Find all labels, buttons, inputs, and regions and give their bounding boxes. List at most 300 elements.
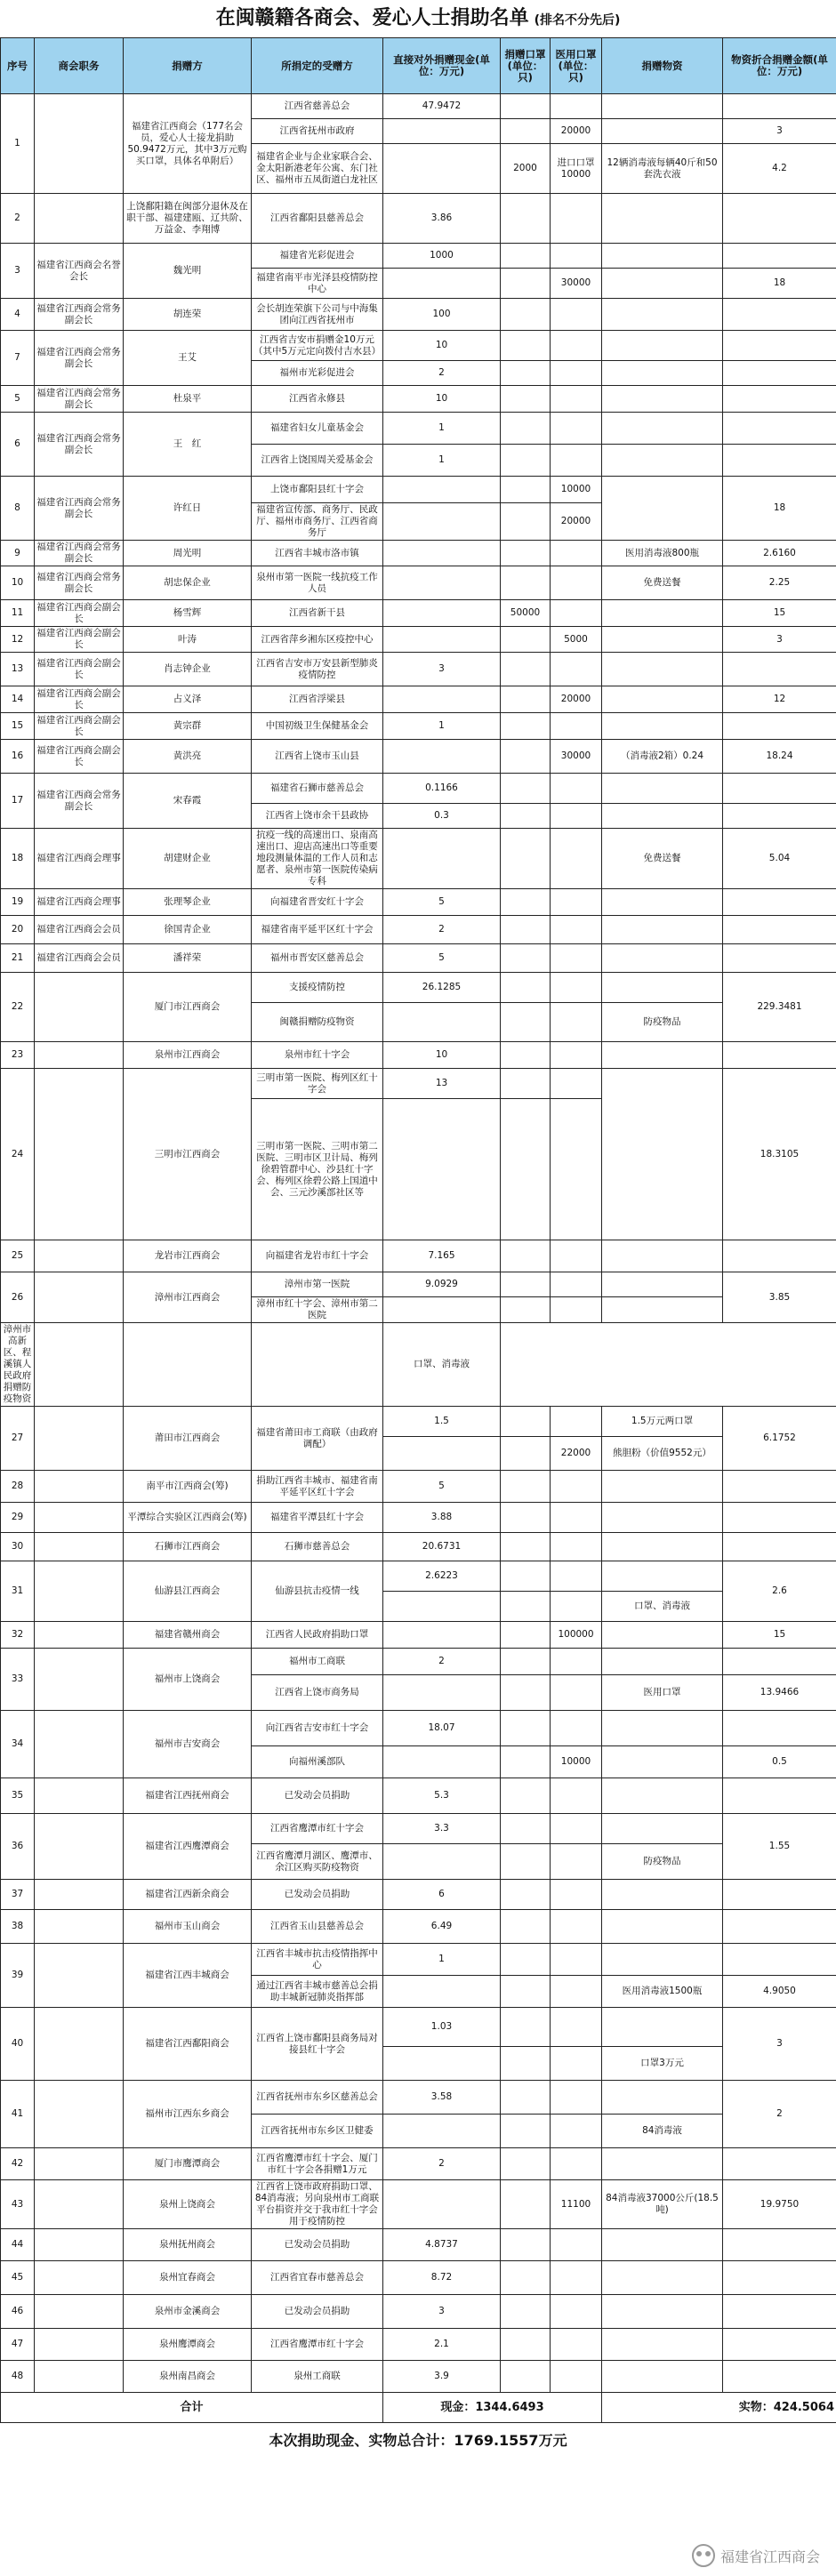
table-cell	[501, 1649, 551, 1675]
table-row	[1, 916, 836, 944]
table-row	[1, 1533, 836, 1561]
table-cell	[602, 1880, 723, 1910]
table-cell: 中国初级卫生保健基金会	[252, 713, 383, 740]
table-row	[1, 2361, 836, 2393]
table-cell: 福建省莆田市工商联（由政府调配）	[252, 1407, 383, 1471]
table-cell: 6	[383, 1880, 501, 1910]
table-cell: 口罩3万元	[602, 2047, 723, 2081]
table-cell: 许红日	[124, 477, 252, 541]
table-cell: 莆田市江西商会	[124, 1407, 252, 1471]
table-cell: 泉州市江西商会	[124, 1042, 252, 1069]
table-cell: 3.9	[383, 2361, 501, 2393]
table-cell: 31	[1, 1561, 35, 1622]
table-cell: 5	[383, 889, 501, 916]
table-body	[1, 94, 836, 2393]
table-cell	[501, 1437, 551, 1471]
table-cell: 泉州工商联	[252, 2361, 383, 2393]
header-index: 序号	[1, 38, 35, 94]
table-cell: 18.07	[383, 1711, 501, 1746]
table-cell	[35, 1711, 124, 1778]
table-cell: 1000	[383, 244, 501, 269]
table-cell	[501, 331, 551, 361]
table-cell	[551, 1533, 602, 1561]
table-cell	[501, 2229, 551, 2261]
table-cell	[124, 1323, 252, 1407]
table-cell: 厦门市鹰潭商会	[124, 2148, 252, 2180]
table-cell: 2	[383, 361, 501, 386]
table-cell	[602, 1778, 723, 1814]
table-cell: 10	[1, 566, 35, 600]
table-cell: 100000	[551, 1622, 602, 1649]
table-row	[1, 1272, 836, 1297]
table-cell	[602, 194, 723, 244]
table-cell: 江西省上饶国周关爱基金会	[252, 445, 383, 477]
table-cell: 4.2	[723, 144, 836, 194]
table-cell	[723, 2361, 836, 2393]
table-cell	[551, 1844, 602, 1880]
table-cell: 10	[383, 331, 501, 361]
table-cell: 27	[1, 1407, 35, 1471]
table-cell: 福建省江西商会常务副会长	[35, 413, 124, 477]
table-cell: 44	[1, 2229, 35, 2261]
table-cell	[551, 973, 602, 1003]
table-cell	[35, 2295, 124, 2329]
table-cell	[551, 2148, 602, 2180]
table-cell: 10	[383, 386, 501, 413]
table-row	[1, 2329, 836, 2361]
table-cell: 已发动会员捐助	[252, 2295, 383, 2329]
table-cell: 江西省萍乡湘东区疫控中心	[252, 627, 383, 653]
table-cell	[501, 1561, 551, 1592]
table-cell	[383, 1976, 501, 2008]
table-cell	[383, 119, 501, 144]
table-cell: 6	[1, 413, 35, 477]
table-cell	[501, 299, 551, 331]
table-cell	[383, 1297, 501, 1323]
table-cell	[35, 1533, 124, 1561]
table-row	[1, 2180, 836, 2229]
table-cell: 江西省抚州市政府	[252, 119, 383, 144]
table-cell: 100	[383, 299, 501, 331]
table-cell: 37	[1, 1880, 35, 1910]
table-cell	[501, 653, 551, 686]
table-cell	[383, 566, 501, 600]
table-cell: 胡建财企业	[124, 829, 252, 889]
table-cell: 三明市江西商会	[124, 1069, 252, 1240]
table-cell	[551, 1910, 602, 1944]
table-cell: 江西省上饶市鄱阳县商务局对接县红十字会	[252, 2008, 383, 2081]
table-cell: 江西省浮梁县	[252, 686, 383, 713]
table-cell: 11	[1, 600, 35, 627]
table-cell	[501, 2115, 551, 2148]
table-cell: 2	[383, 2148, 501, 2180]
table-cell: 42	[1, 2148, 35, 2180]
table-cell: 30	[1, 1533, 35, 1561]
table-cell: 福州市光彩促进会	[252, 361, 383, 386]
table-cell: 石狮市慈善总会	[252, 1533, 383, 1561]
table-cell: 三明市第一医院、梅列区红十字会	[252, 1069, 383, 1099]
table-cell	[551, 944, 602, 973]
table-cell	[723, 1471, 836, 1503]
table-cell	[501, 2008, 551, 2047]
table-row	[1, 1814, 836, 1844]
table-cell: 肖志钟企业	[124, 653, 252, 686]
table-cell: 漳州市江西商会	[124, 1272, 252, 1323]
table-cell	[501, 2261, 551, 2295]
table-cell	[551, 361, 602, 386]
table-cell	[501, 1471, 551, 1503]
table-cell: 福建省企业与企业家联合会、金太阳新港老年公寓、东门社区、福州市五凤街道白龙社区	[252, 144, 383, 194]
table-cell: 4.9050	[723, 1976, 836, 2008]
table-cell: 23	[1, 1042, 35, 1069]
table-cell: 抗疫一线的高速出口、泉南高速出口、迎店高速出口等重要地段测量体温的工作人员和志愿者、泉州市第一医院传染病专科	[252, 829, 383, 889]
table-cell	[383, 144, 501, 194]
table-cell: 口罩、消毒液	[383, 1323, 501, 1407]
table-row	[1, 1069, 836, 1099]
table-cell	[723, 386, 836, 413]
table-cell	[501, 804, 551, 829]
table-cell	[383, 2047, 501, 2081]
table-cell: 福建省妇女儿童基金会	[252, 413, 383, 445]
table-cell: 福建省宣传部、商务厅、民政厅、福州市商务厅、江西省商务厅	[252, 503, 383, 541]
table-cell	[501, 1814, 551, 1844]
table-cell	[35, 1561, 124, 1622]
table-cell	[602, 477, 723, 541]
table-cell: 漳州市高新区、程溪镇人民政府捐赠防疫物资	[1, 1323, 35, 1407]
table-cell: 7.165	[383, 1240, 501, 1272]
table-cell: 石狮市江西商会	[124, 1533, 252, 1561]
title-text: 在闽赣籍各商会、爱心人士捐助名单	[215, 7, 529, 29]
table-cell	[501, 973, 551, 1003]
table-cell: 泉州市金溪商会	[124, 2295, 252, 2329]
table-cell: 福建省江西商会常务副会长	[35, 477, 124, 541]
table-cell	[602, 2229, 723, 2261]
table-cell	[501, 1844, 551, 1880]
table-cell: 5	[383, 944, 501, 973]
table-cell: 1.5	[383, 1407, 501, 1437]
table-cell: 福建省江西商会副会长	[35, 740, 124, 774]
table-cell	[551, 1003, 602, 1042]
table-cell	[383, 1622, 501, 1649]
table-cell: 3.88	[383, 1503, 501, 1533]
table-cell: 1.55	[723, 1814, 836, 1880]
table-cell	[551, 1561, 602, 1592]
table-cell	[602, 600, 723, 627]
table-cell: 13	[1, 653, 35, 686]
wechat-icon	[692, 2544, 715, 2567]
table-cell: 漳州市红十字会、漳州市第二医院	[252, 1297, 383, 1323]
table-cell: 46	[1, 2295, 35, 2329]
total-row	[1, 2393, 836, 2423]
table-cell: 8	[1, 477, 35, 541]
table-cell	[35, 1272, 124, 1323]
table-cell: 福州市晋安区慈善总会	[252, 944, 383, 973]
table-row	[1, 944, 836, 973]
table-cell: 支援疫情防控	[252, 973, 383, 1003]
table-cell	[501, 627, 551, 653]
table-cell	[35, 2361, 124, 2393]
table-row	[1, 299, 836, 331]
table-row	[1, 413, 836, 445]
table-cell: 平潭综合实验区江西商会(筹)	[124, 1503, 252, 1533]
table-cell: 江西省慈善总会	[252, 94, 383, 119]
table-cell: 南平市江西商会(筹)	[124, 1471, 252, 1503]
table-cell	[383, 1675, 501, 1711]
table-cell: 泉州鹰潭商会	[124, 2329, 252, 2361]
table-row	[1, 2081, 836, 2115]
table-cell	[383, 740, 501, 774]
table-cell: 5.04	[723, 829, 836, 889]
table-cell	[501, 1675, 551, 1711]
table-cell	[723, 2329, 836, 2361]
table-cell: 福建省江西鄱阳商会	[124, 2008, 252, 2081]
table-cell	[501, 1003, 551, 1042]
table-cell	[551, 1880, 602, 1910]
table-cell	[723, 653, 836, 686]
table-cell	[35, 1910, 124, 1944]
table-row	[1, 566, 836, 600]
table-cell: 2	[383, 916, 501, 944]
table-cell: 福建省江西商会副会长	[35, 600, 124, 627]
table-cell: 福建省江西商会常务副会长	[35, 541, 124, 566]
table-cell	[551, 653, 602, 686]
table-cell: 福建省南平市光泽县疫情防控中心	[252, 269, 383, 299]
table-row	[1, 1649, 836, 1675]
table-cell	[501, 2180, 551, 2229]
table-row	[1, 653, 836, 686]
table-cell	[383, 600, 501, 627]
donation-table	[0, 37, 836, 2423]
table-cell: 会长胡连荣旗下公司与中海集团向江西省抚州市	[252, 299, 383, 331]
table-cell: 24	[1, 1069, 35, 1240]
table-cell	[501, 944, 551, 973]
table-cell	[35, 1649, 124, 1711]
table-cell	[501, 1069, 551, 1099]
table-cell: 2.6223	[383, 1561, 501, 1592]
table-cell	[501, 2361, 551, 2393]
table-cell	[723, 413, 836, 445]
table-cell: 徐国青企业	[124, 916, 252, 944]
table-cell: 6.49	[383, 1910, 501, 1944]
table-cell: 已发动会员捐助	[252, 2229, 383, 2261]
table-cell: 3	[383, 2295, 501, 2329]
table-cell	[723, 331, 836, 361]
table-cell	[551, 1471, 602, 1503]
table-cell	[35, 2180, 124, 2229]
table-cell	[501, 1976, 551, 2008]
table-row	[1, 1471, 836, 1503]
table-cell	[551, 1778, 602, 1814]
table-cell: 2	[723, 2081, 836, 2148]
table-cell	[602, 244, 723, 269]
watermark	[692, 2544, 820, 2567]
table-cell	[383, 2180, 501, 2229]
table-cell	[723, 1533, 836, 1561]
table-cell	[602, 445, 723, 477]
table-cell	[602, 686, 723, 713]
table-cell: 20.6731	[383, 1533, 501, 1561]
table-row	[1, 2229, 836, 2261]
table-cell	[35, 194, 124, 244]
table-cell: 闽赣捐赠防疫物资	[252, 1003, 383, 1042]
table-cell: 2.6	[723, 1561, 836, 1622]
table-cell	[551, 1814, 602, 1844]
table-cell: 仙游县抗击疫情一线	[252, 1561, 383, 1622]
table-cell	[501, 1099, 551, 1240]
table-cell	[501, 194, 551, 244]
table-cell	[551, 1272, 602, 1297]
table-cell: 江西省抚州市东乡区慈善总会	[252, 2081, 383, 2115]
table-cell	[602, 1471, 723, 1503]
table-cell	[501, 1880, 551, 1910]
table-cell	[602, 386, 723, 413]
table-cell	[551, 541, 602, 566]
table-cell: 5	[1, 386, 35, 413]
table-cell: 84消毒液37000公斤(18.5吨)	[602, 2180, 723, 2229]
table-cell: 江西省丰城市抗击疫情指挥中心	[252, 1944, 383, 1976]
table-cell: 福建省江西商会名誉会长	[35, 244, 124, 299]
table-cell: 26.1285	[383, 973, 501, 1003]
table-cell: 18	[1, 829, 35, 889]
table-cell	[551, 1592, 602, 1622]
table-cell: 0.3	[383, 804, 501, 829]
table-cell: 2.1	[383, 2329, 501, 2361]
table-cell	[501, 1592, 551, 1622]
table-cell	[551, 829, 602, 889]
table-row	[1, 973, 836, 1003]
table-cell	[602, 331, 723, 361]
table-cell	[383, 541, 501, 566]
table-cell: 28	[1, 1471, 35, 1503]
table-cell	[35, 94, 124, 194]
table-row	[1, 686, 836, 713]
table-cell: 王艾	[124, 331, 252, 386]
table-cell: 江西省新干县	[252, 600, 383, 627]
table-cell	[602, 1297, 723, 1323]
table-cell: 福建省平潭县红十字会	[252, 1503, 383, 1533]
table-cell: 福建省江西商会常务副会长	[35, 774, 124, 829]
table-cell: 防疫物品	[602, 1844, 723, 1880]
table-cell: 50000	[501, 600, 551, 627]
table-cell: 1	[383, 413, 501, 445]
table-cell	[383, 2115, 501, 2148]
page-title	[0, 0, 836, 37]
table-cell: 熊胆粉（价值9552元）	[602, 1437, 723, 1471]
table-cell	[602, 916, 723, 944]
table-row	[1, 627, 836, 653]
header-position: 商会职务	[35, 38, 124, 94]
table-cell	[602, 1533, 723, 1561]
table-cell: 15	[1, 713, 35, 740]
table-cell	[723, 1240, 836, 1272]
table-cell	[501, 686, 551, 713]
table-row	[1, 1407, 836, 1437]
table-cell: 周光明	[124, 541, 252, 566]
table-cell: 福建省江西商会理事	[35, 889, 124, 916]
table-cell	[602, 1944, 723, 1976]
table-cell: 王 红	[124, 413, 252, 477]
table-cell	[723, 1649, 836, 1675]
table-cell: 已发动会员捐助	[252, 1778, 383, 1814]
table-cell	[383, 269, 501, 299]
table-cell	[723, 1042, 836, 1069]
table-cell: 39	[1, 1944, 35, 2008]
table-cell: 江西省玉山县慈善总会	[252, 1910, 383, 1944]
table-cell	[723, 2295, 836, 2329]
table-cell: 黄洪亮	[124, 740, 252, 774]
table-cell	[551, 1069, 602, 1099]
table-cell: 38	[1, 1910, 35, 1944]
table-cell: 厦门市江西商会	[124, 973, 252, 1042]
table-cell: 江西省鹰潭月湖区、鹰潭市、余江区购买防疫物资	[252, 1844, 383, 1880]
table-cell	[551, 1240, 602, 1272]
table-cell	[35, 2081, 124, 2148]
table-cell	[602, 944, 723, 973]
table-cell	[501, 713, 551, 740]
table-cell: 10	[383, 1042, 501, 1069]
table-cell: 36	[1, 1814, 35, 1880]
table-cell	[551, 244, 602, 269]
table-cell	[501, 1240, 551, 1272]
header-masks: 捐赠口罩(单位：只)	[501, 38, 551, 94]
table-row	[1, 94, 836, 119]
table-cell: 泉州市红十字会	[252, 1042, 383, 1069]
table-cell: 35	[1, 1778, 35, 1814]
table-cell: 45	[1, 2261, 35, 2295]
table-cell: 福州市上饶商会	[124, 1649, 252, 1711]
table-cell	[383, 1003, 501, 1042]
watermark-text: 福建省江西商会	[719, 2548, 820, 2565]
table-cell	[501, 1272, 551, 1297]
table-cell: 福建省江西商会副会长	[35, 713, 124, 740]
table-cell	[35, 1814, 124, 1880]
table-cell	[723, 1778, 836, 1814]
table-row	[1, 331, 836, 361]
table-cell	[501, 1503, 551, 1533]
table-cell	[501, 413, 551, 445]
table-cell: 福州市工商联	[252, 1649, 383, 1675]
table-cell	[501, 1778, 551, 1814]
table-cell	[602, 1910, 723, 1944]
table-cell	[723, 916, 836, 944]
header-medical-masks: 医用口罩(单位：只)	[551, 38, 602, 94]
table-row	[1, 600, 836, 627]
table-row	[1, 386, 836, 413]
grand-total: 本次捐助现金、实物总合计：1769.1557万元	[269, 2432, 567, 2449]
table-cell	[602, 2261, 723, 2295]
table-cell	[723, 774, 836, 804]
table-cell	[501, 1622, 551, 1649]
header-goods: 捐赠物资	[602, 38, 723, 94]
table-cell	[723, 244, 836, 269]
table-cell: 48	[1, 2361, 35, 2393]
table-cell	[551, 1649, 602, 1675]
table-cell: 12	[1, 627, 35, 653]
table-cell: 5000	[551, 627, 602, 653]
table-cell: 30000	[551, 740, 602, 774]
table-cell	[723, 1711, 836, 1746]
table-cell: 福建省江西丰城商会	[124, 1944, 252, 2008]
table-cell	[723, 889, 836, 916]
table-cell	[602, 1622, 723, 1649]
table-cell	[35, 1042, 124, 1069]
table-cell: 10000	[551, 477, 602, 503]
table-row	[1, 1944, 836, 1976]
table-cell: 19	[1, 889, 35, 916]
table-cell	[501, 503, 551, 541]
table-row	[1, 829, 836, 889]
table-cell	[602, 1649, 723, 1675]
